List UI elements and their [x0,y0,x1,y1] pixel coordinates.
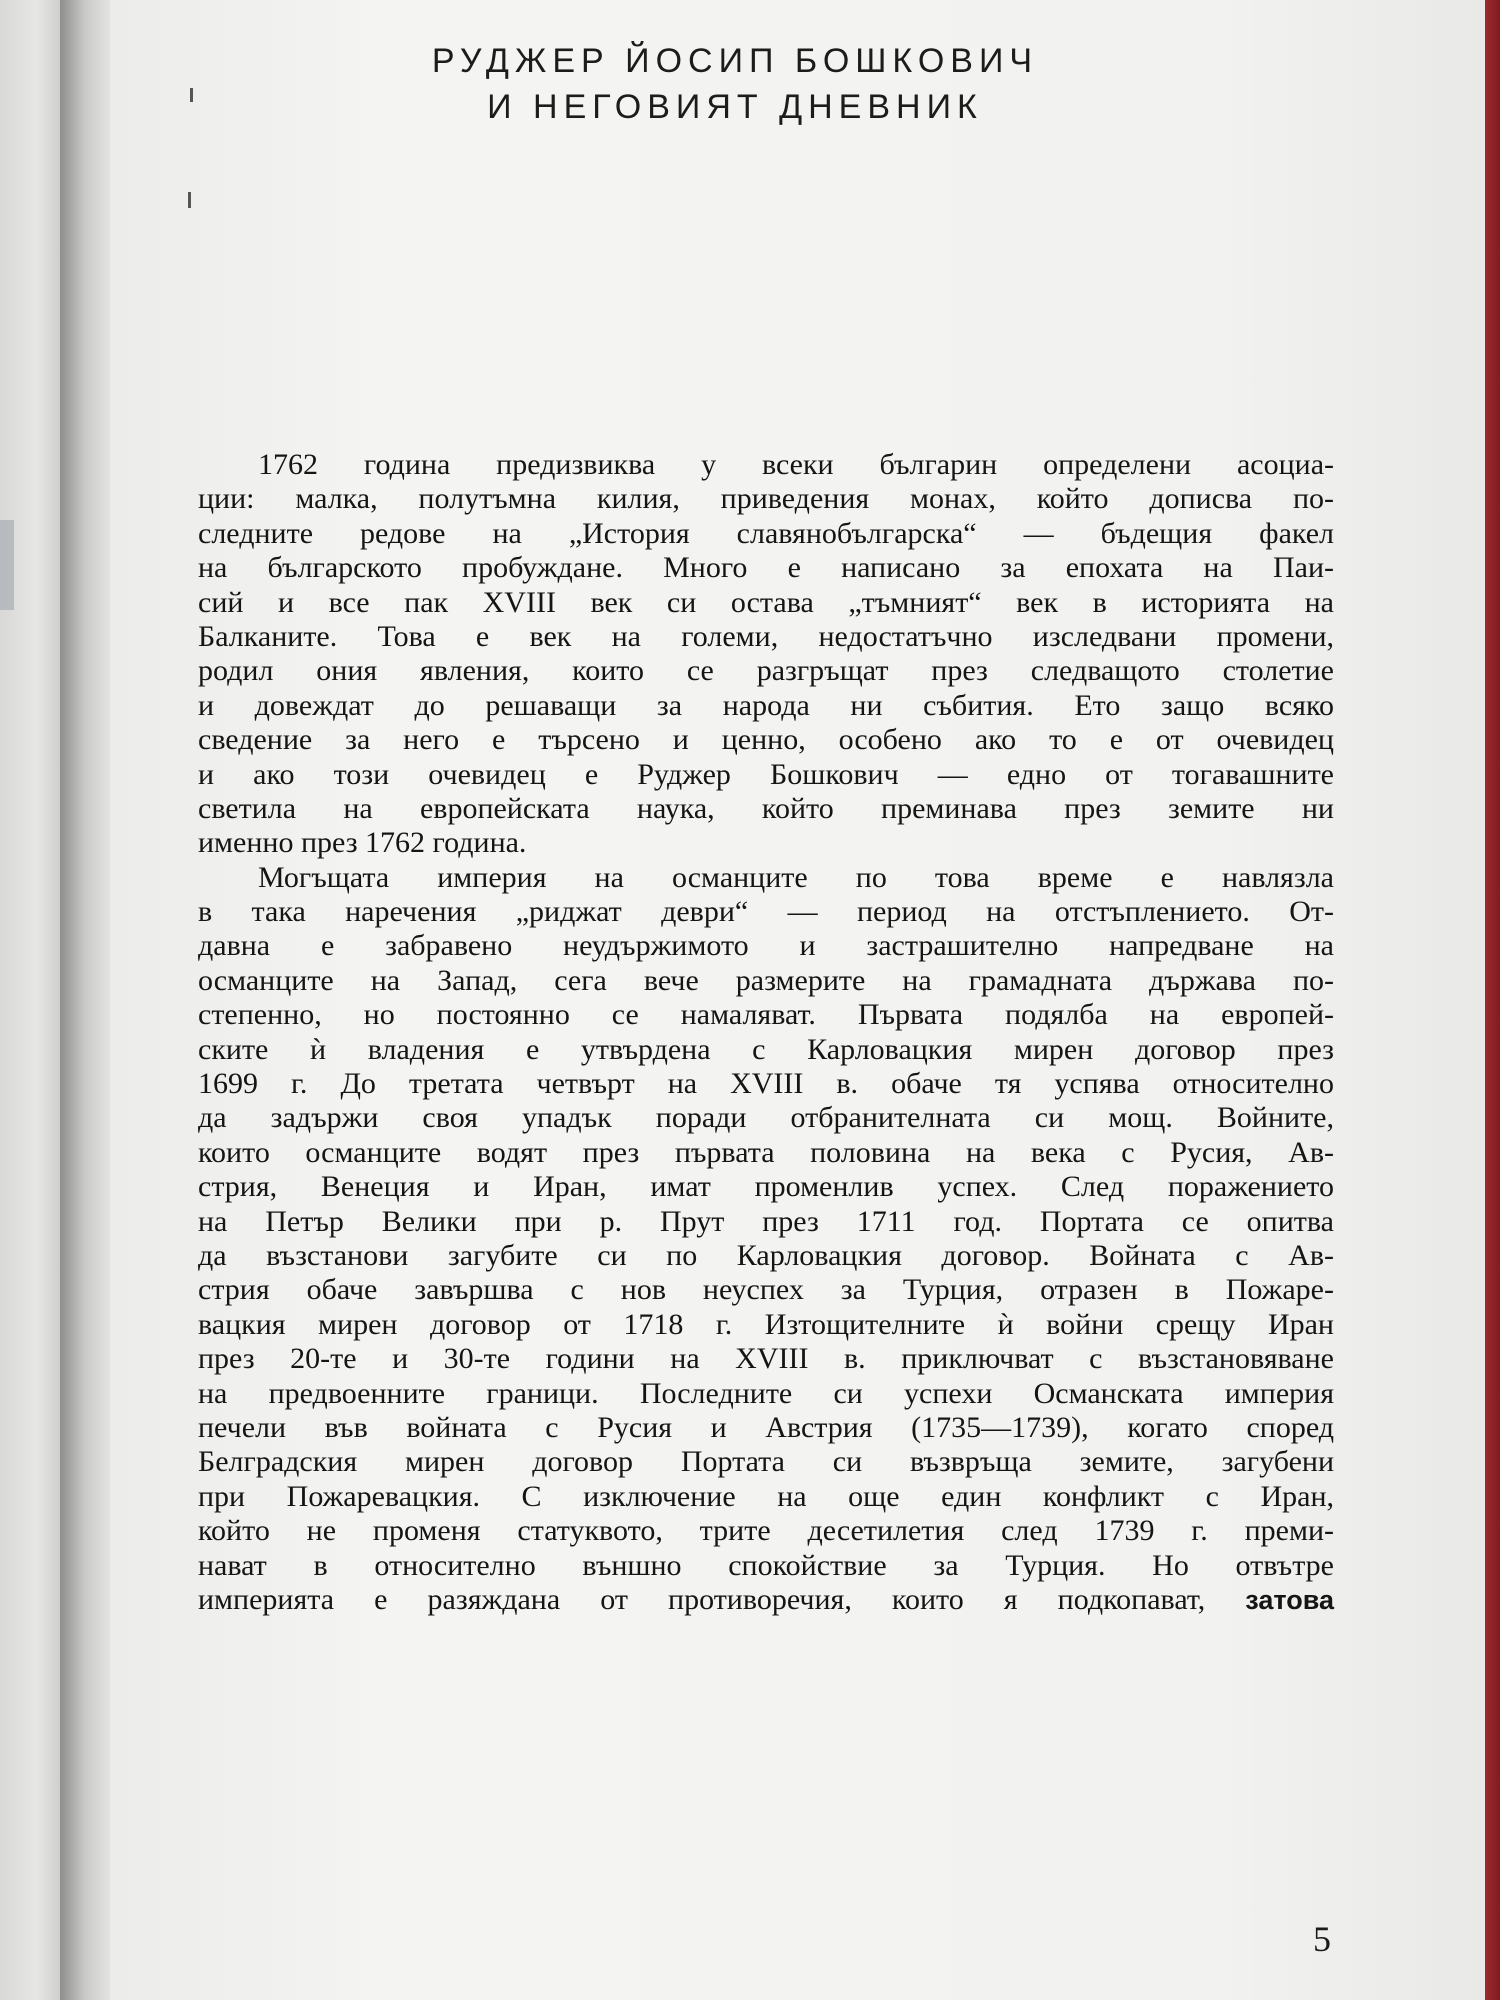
text-line: на българското пробуждане. Много е написано за епохата на Паи- [198,551,1334,585]
chapter-title-line-1: РУДЖЕР ЙОСИП БОШКОВИЧ [431,42,1039,80]
text-line: 1762 година предизвиква у всеки българин определени асоциа- [258,448,1334,481]
text-line: които османците водят през първата половина на века с Русия, Ав- [198,1135,1334,1169]
page-number: 5 [1313,1919,1331,1959]
text-line-final-start: империята е разяждана от противоречия, които я подкопават, [198,1582,1206,1616]
text-line: при Пожаревацкия. С изключение на още един конфликт с Иран, [198,1479,1334,1513]
text-line: османците на Запад, сега вече размерите на грамадната държава по- [198,963,1334,997]
text-line: светила на европейската наука, който преминава през земите ни [198,791,1334,825]
text-line: следните редове на „История славянобългарска“ — бъдещия факел [198,516,1334,550]
text-line: и довеждат до решаващи за народа ни събития. Ето защо всяко [198,688,1334,722]
book-gutter [60,0,115,2000]
body-text [198,448,1334,1617]
text-line: Белградския мирен договор Портата си възвръща земите, загубени [198,1445,1334,1479]
chapter-title-line-2: И НЕГОВИЯТ ДНЕВНИК [487,88,983,126]
text-line: сий и все пак XVIII век си остава „тъмният“ век в историята на [198,585,1334,619]
text-line: който не променя статуквото, трите десетилетия след 1739 г. преми- [198,1514,1334,1548]
text-line: именно през 1762 година. [198,826,527,860]
text-line-final [198,1583,1334,1617]
text-line: печели във войната с Русия и Австрия (1735—1739), когато според [198,1410,1334,1444]
text-line: и ако този очевидец е Руджер Бошкович — едно от тогавашните [198,757,1334,791]
book-cover-edge [1485,0,1500,2000]
text-line: вацкия мирен договор от 1718 г. Изтощителните ѝ войни срещу Иран [198,1307,1334,1341]
chapter-title [305,38,1165,130]
text-line: нават в относително външно спокойствие за Турция. Но отвътре [198,1548,1334,1582]
text-line: да възстанови загубите си по Карловацкия договор. Войната с Ав- [198,1238,1334,1272]
text-line: родил ония явления, които се разгръщат през следващото столетие [198,654,1334,688]
text-line: на Петър Велики при р. Прут през 1711 год. Портата се опитва [198,1204,1334,1238]
text-line: ските ѝ владения е утвърдена с Карловацкия мирен договор през [198,1032,1334,1066]
text-line: стрия, Венеция и Иран, имат променлив успех. След поражението [198,1170,1334,1204]
text-line-final-bold: затова [1245,1584,1334,1615]
text-line: сведение за него е търсено и ценно, особено ако то е от очевидец [198,723,1334,757]
text-line: давна е забравено неудържимото и застрашително напредване на [198,929,1334,963]
margin-mark [188,192,191,208]
left-page-mark [0,520,14,610]
text-line: да задържи своя упадък поради отбранителната си мощ. Войните, [198,1101,1334,1135]
margin-mark [190,88,193,102]
text-line: Могъщата империя на османците по това време е навлязла [258,860,1334,894]
text-line: в така наречения „риджат деври“ — период на отстъплението. От- [198,895,1334,929]
text-line: 1699 г. До третата четвърт на XVIII в. обаче тя успява относително [198,1067,1334,1101]
text-line: на предвоенните граници. Последните си успехи Османската империя [198,1376,1334,1410]
text-line: ции: малка, полутъмна килия, приведения монах, който дописва по- [198,482,1334,516]
text-line: степенно, но постоянно се намаляват. Първата подялба на европей- [198,998,1334,1032]
left-page-edge [0,0,60,2000]
text-line: Балканите. Това е век на големи, недостатъчно изследвани промени, [198,619,1334,653]
text-line: стрия обаче завършва с нов неуспех за Турция, отразен в Пожаре- [198,1273,1334,1307]
text-line: през 20-те и 30-те години на XVIII в. приключват с възстановяване [198,1342,1334,1376]
